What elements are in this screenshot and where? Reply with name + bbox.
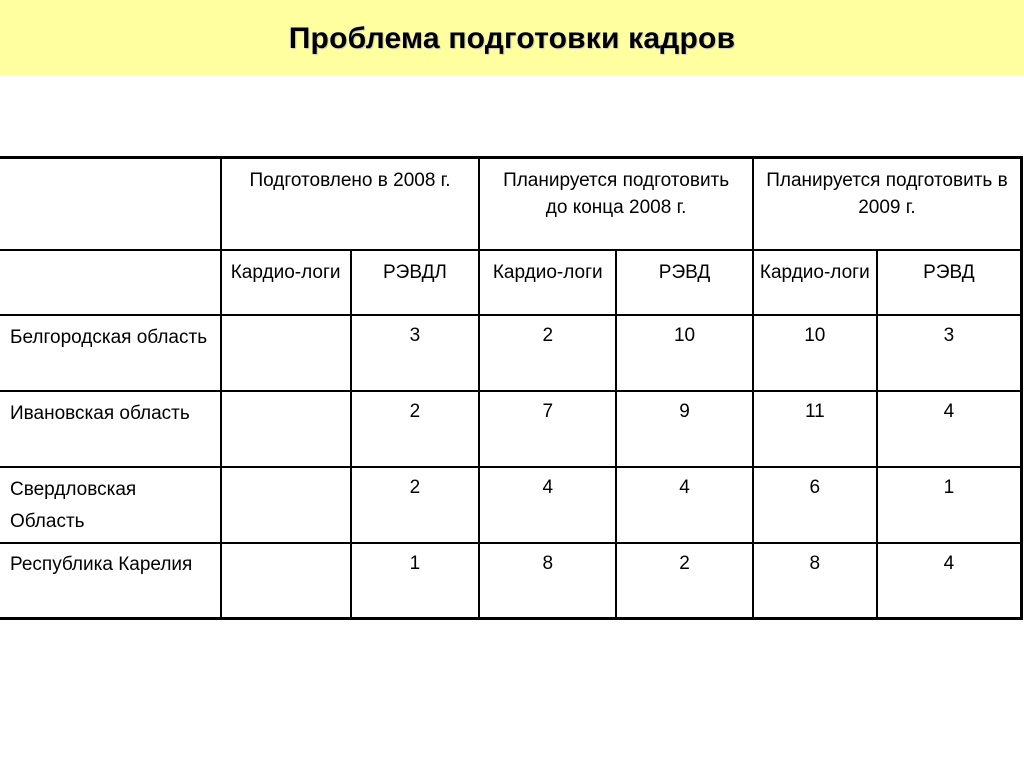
region-name: Свердловская Область bbox=[0, 467, 221, 543]
table-cell bbox=[221, 543, 351, 619]
table-row bbox=[0, 467, 1022, 543]
region-name: Республика Карелия bbox=[0, 543, 221, 619]
subheader-cell: РЭВД bbox=[616, 250, 753, 315]
subheader-cell: РЭВДЛ bbox=[351, 250, 480, 315]
header-planned-2009: Планируется подготовить в 2009 г. bbox=[753, 158, 1022, 250]
table-cell: 4 bbox=[479, 467, 616, 543]
table-cell: 3 bbox=[351, 315, 480, 391]
table-row bbox=[0, 315, 1022, 391]
table-cell: 1 bbox=[351, 543, 480, 619]
table-cell: 4 bbox=[877, 391, 1022, 467]
table-header-row bbox=[0, 158, 1022, 250]
table-cell: 4 bbox=[616, 467, 753, 543]
table-subheader-row bbox=[0, 250, 1022, 315]
table-cell: 10 bbox=[753, 315, 877, 391]
table-cell: 2 bbox=[351, 391, 480, 467]
table-cell: 6 bbox=[753, 467, 877, 543]
subheader-cell: РЭВД bbox=[877, 250, 1022, 315]
subheader-cell: Кардио-логи bbox=[221, 250, 351, 315]
table-row bbox=[0, 391, 1022, 467]
region-name: Белгородская область bbox=[0, 315, 221, 391]
region-name: Ивановская область bbox=[0, 391, 221, 467]
table-cell: 10 bbox=[616, 315, 753, 391]
table-cell: 8 bbox=[479, 543, 616, 619]
page-title: Проблема подготовки кадров bbox=[288, 22, 736, 55]
subheader-cell: Кардио-логи bbox=[753, 250, 877, 315]
header-trained-2008: Подготовлено в 2008 г. bbox=[221, 158, 480, 250]
subheader-corner-cell bbox=[0, 250, 221, 315]
training-table bbox=[0, 156, 1023, 620]
table-cell: 2 bbox=[351, 467, 480, 543]
table-cell: 4 bbox=[877, 543, 1022, 619]
table-cell: 8 bbox=[753, 543, 877, 619]
header-planned-end-2008: Планируется подготовить до конца 2008 г. bbox=[479, 158, 753, 250]
table-cell: 2 bbox=[616, 543, 753, 619]
table-cell bbox=[221, 391, 351, 467]
table-cell: 7 bbox=[479, 391, 616, 467]
table-cell: 11 bbox=[753, 391, 877, 467]
table-cell: 2 bbox=[479, 315, 616, 391]
header-corner-cell bbox=[0, 158, 221, 250]
table-cell: 9 bbox=[616, 391, 753, 467]
table-cell: 3 bbox=[877, 315, 1022, 391]
title-bar bbox=[0, 0, 1024, 76]
subheader-cell: Кардио-логи bbox=[479, 250, 616, 315]
table-cell: 1 bbox=[877, 467, 1022, 543]
table-row bbox=[0, 543, 1022, 619]
table-cell bbox=[221, 315, 351, 391]
table-cell bbox=[221, 467, 351, 543]
